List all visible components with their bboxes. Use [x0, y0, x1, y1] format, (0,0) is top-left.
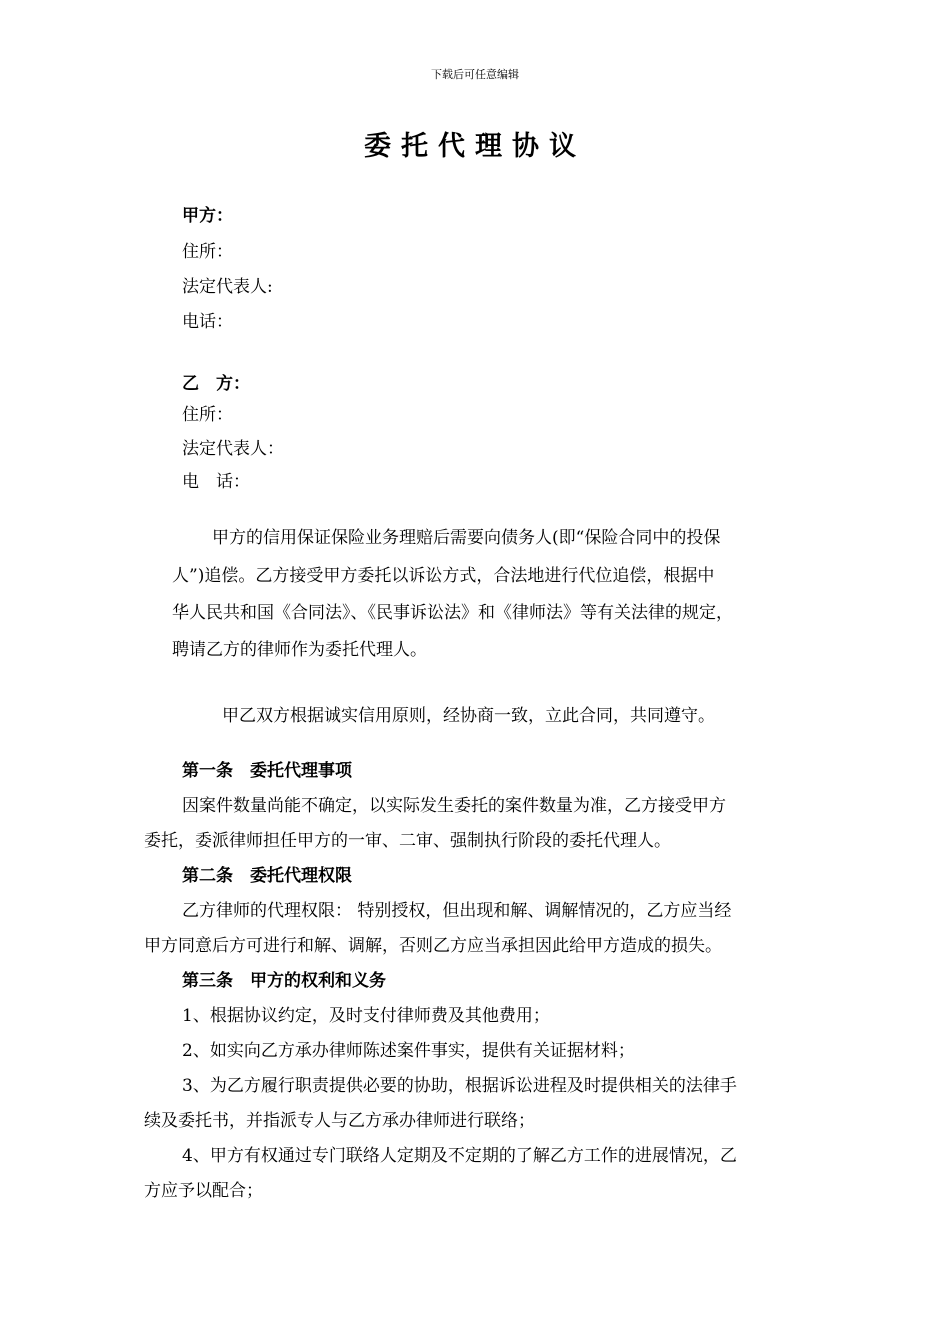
header-note: 下载后可任意编辑	[431, 68, 519, 81]
article-2-heading: 第二条 委托代理权限	[182, 866, 352, 886]
article-3-line: 1、根据协议约定，及时支付律师费及其他费用；	[182, 1006, 550, 1026]
party-a-legal-rep: 法定代表人:	[182, 277, 273, 297]
party-a-label: 甲方：	[182, 206, 233, 226]
article-2-line: 乙方律师的代理权限： 特别授权，但出现和解、调解情况的，乙方应当经	[182, 901, 732, 921]
preamble-line: 华人民共和国《合同法》、《民事诉讼法》和《律师法》等有关法律的规定，	[172, 603, 733, 623]
document-title: 委托代理协议	[364, 131, 586, 162]
party-b-address: 住所：	[182, 405, 233, 425]
article-3-line: 2、如实向乙方承办律师陈述案件事实，提供有关证据材料；	[182, 1041, 635, 1061]
party-a-phone: 电话：	[182, 312, 233, 332]
article-3-line: 4、甲方有权通过专门联络人定期及不定期的了解乙方工作的进展情况，乙	[182, 1146, 737, 1166]
article-3-line: 方应予以配合；	[144, 1181, 263, 1201]
article-1-line: 委托，委派律师担任甲方的一审、二审、强制执行阶段的委托代理人。	[144, 831, 671, 851]
party-a-address: 住所：	[182, 242, 233, 262]
article-1-line: 因案件数量尚能不确定，以实际发生委托的案件数量为准，乙方接受甲方	[182, 796, 726, 816]
agreement-line: 甲乙双方根据诚实信用原则，经协商一致，立此合同，共同遵守。	[222, 706, 715, 726]
party-b-label: 乙 方：	[182, 374, 250, 394]
article-3-line: 续及委托书，并指派专人与乙方承办律师进行联络；	[144, 1111, 535, 1131]
article-2-line: 甲方同意后方可进行和解、调解，否则乙方应当承担因此给甲方造成的损失。	[144, 936, 722, 956]
preamble-line: 聘请乙方的律师作为委托代理人。	[172, 640, 427, 660]
preamble-line: 人”)追偿。乙方接受甲方委托以诉讼方式，合法地进行代位追偿，根据中	[172, 566, 715, 586]
article-1-heading: 第一条 委托代理事项	[182, 761, 352, 781]
party-b-legal-rep: 法定代表人：	[182, 439, 284, 459]
article-3-heading: 第三条 甲方的权利和义务	[182, 971, 386, 991]
article-3-line: 3、为乙方履行职责提供必要的协助，根据诉讼进程及时提供相关的法律手	[182, 1076, 737, 1096]
party-b-phone: 电 话：	[182, 472, 250, 492]
preamble-line: 甲方的信用保证保险业务理赔后需要向债务人(即“保险合同中的投保	[212, 528, 721, 548]
